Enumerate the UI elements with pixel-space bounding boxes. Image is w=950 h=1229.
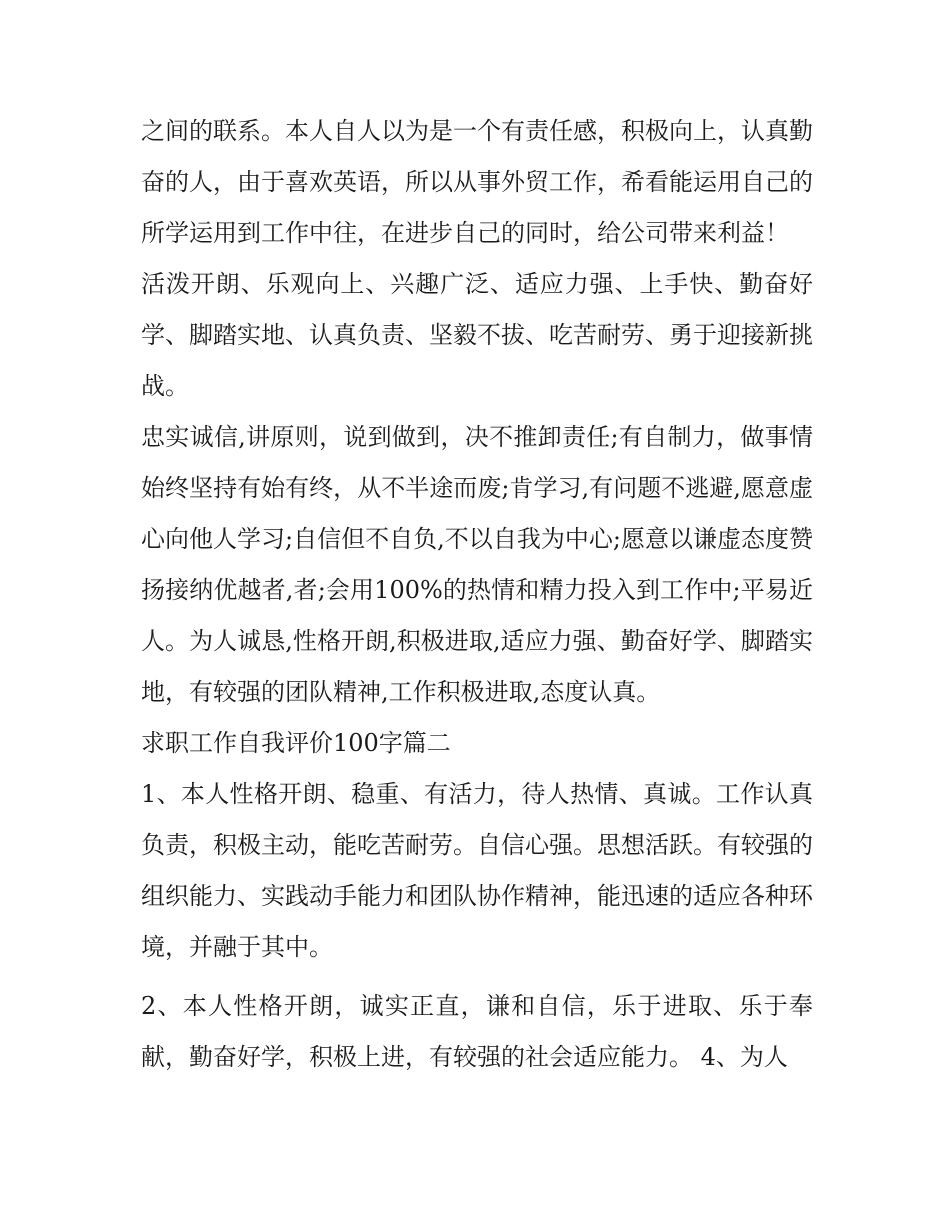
paragraph-intro: 之间的联系。本人自人以为是一个有责任感，积极向上，认真勤奋的人，由于喜欢英语，所以从事外贸工作，希看能运用自己的所学运用到工作中往，在进步自己的同时，给公司带来利益！ <box>141 117 813 247</box>
document-body <box>141 106 813 1083</box>
paragraph-item-1: 1、本人性格开朗、稳重、有活力，待人热情、真诚。工作认真负责，积极主动，能吃苦耐劳。自信心强。思想活跃。有较强的组织能力、实践动手能力和团队协作精神，能迅速的适应各种环境，并融于其中。 <box>141 780 813 961</box>
section-heading: 求职工作自我评价100字篇二 <box>141 729 451 757</box>
paragraph-integrity: 忠实诚信,讲原则，说到做到，决不推卸责任;有自制力，做事情始终坚持有始有终，从不半途而废;肯学习,有问题不逃避,愿意虚心向他人学习;自信但不自负,不以自我为中心;愿意以谦虚态度赞扬接纳优越者,者;会用100%的热情和精力投入到工作中;平易近人。为人诚恳,性格开朗,积极进取,适应力强、勤奋好学、脚踏实地，有较强的团队精神,工作积极进取,态度认真。 <box>141 423 813 706</box>
paragraph-item-2: 2、本人性格开朗，诚实正直，谦和自信，乐于进取、乐于奉献，勤奋好学，积极上进，有较强的社会适应能力。 4、为人 <box>141 992 813 1071</box>
paragraph-traits: 活泼开朗、乐观向上、兴趣广泛、适应力强、上手快、勤奋好学、脚踏实地、认真负责、坚毅不拔、吃苦耐劳、勇于迎接新挑战。 <box>141 270 813 400</box>
